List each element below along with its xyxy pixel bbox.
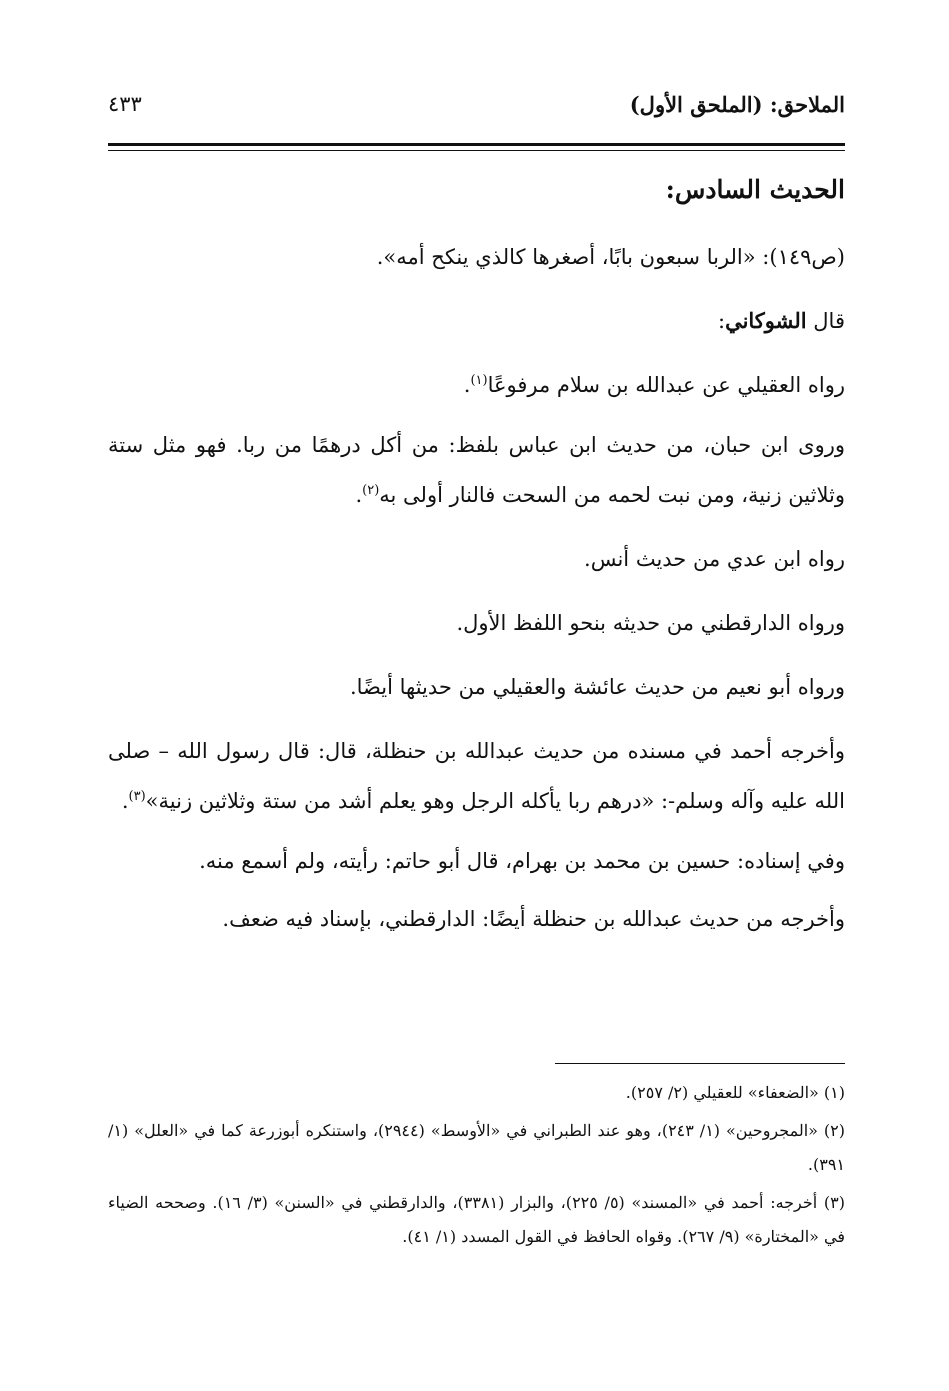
- paragraph-ibn-adi: رواه ابن عدي من حديث أنس.: [584, 547, 845, 571]
- paragraph-shawkani-intro: [108, 292, 845, 350]
- paragraph-ibn-hibban: [108, 420, 845, 520]
- footnote-separator: [555, 1063, 845, 1064]
- section-heading: الحديث السادس:: [665, 175, 845, 204]
- intro-suffix: :: [717, 309, 726, 333]
- footnote-2: (٢) «المجروحين» (١/ ٢٤٣)، وهو عند الطبراني في «الأوسط» (٢٩٤٤)، واستنكره أبوزرعة كما في «العلل» (١/ ٣٩١).: [108, 1121, 845, 1174]
- main-text: [108, 166, 845, 948]
- footnote-1: (١) «الضعفاء» للعقيلي (٢/ ٢٥٧).: [625, 1083, 845, 1102]
- paragraph-isnad: وفي إسناده: حسين بن محمد بن بهرام، قال أبو حاتم: رأيته، ولم أسمع منه.: [199, 849, 845, 873]
- paragraph-ahmad: [108, 726, 845, 826]
- paragraph-ahmad-end: .: [121, 789, 129, 813]
- paragraph-daraqutni: ورواه الدارقطني من حديثه بنحو اللفظ الأول.: [456, 611, 845, 635]
- scholar-name: الشوكاني: [725, 308, 807, 333]
- running-head: الملاحق: (الملحق الأول): [629, 92, 845, 117]
- footnote-ref-3: (٣): [128, 789, 146, 804]
- paragraph-ibn-hibban-text: وروى ابن حبان، من حديث ابن عباس بلفظ: من أكل درهمًا من ربا. فهو مثل ستة وثلاثين زنية، ومن نبت لحمه من السحت فالنار أولى به: [108, 433, 845, 507]
- footnote-ref-1: (١): [470, 373, 488, 388]
- page-number: ٤٣٣: [108, 92, 142, 116]
- header-rule-thin: [108, 150, 845, 151]
- footnote-3: (٣) أخرجه: أحمد في «المسند» (٥/ ٢٢٥)، والبزار (٣٣٨١)، والدارقطني في «السنن» (٣/ ١٦). وصححه الضياء في «المختارة» (٩/ ٢٦٧). وقواه الحافظ في القول المسدد (١/ ٤١).: [108, 1193, 845, 1246]
- paragraph-hadith-text: (ص١٤٩): «الربا سبعون بابًا، أصغرها كالذي ينكح أمه».: [376, 245, 845, 269]
- paragraph-ahmad-text: وأخرجه أحمد في مسنده من حديث عبدالله بن حنظلة، قال: قال رسول الله – صلى الله عليه وآله وسلم-: «درهم ربا يأكله الرجل وهو يعلم أشد من ستة وثلاثين زنية»: [108, 739, 845, 813]
- paragraph-abu-nuaym: ورواه أبو نعيم من حديث عائشة والعقيلي من حديثها أيضًا.: [349, 675, 845, 699]
- paragraph-ibn-hibban-end: .: [355, 483, 363, 507]
- paragraph-hanzala: وأخرجه من حديث عبدالله بن حنظلة أيضًا: الدارقطني، بإسناد فيه ضعف.: [222, 907, 845, 931]
- footnote-ref-2: (٢): [362, 483, 380, 498]
- intro-prefix: قال: [806, 309, 845, 333]
- header-rule-thick: [108, 143, 845, 146]
- paragraph-uqayli-text: رواه العقيلي عن عبدالله بن سلام مرفوعًا: [487, 373, 845, 397]
- page-header: [108, 92, 845, 132]
- footnotes: [108, 1076, 845, 1258]
- paragraph-uqayli: [108, 356, 845, 414]
- paragraph-uqayli-end: .: [463, 373, 471, 397]
